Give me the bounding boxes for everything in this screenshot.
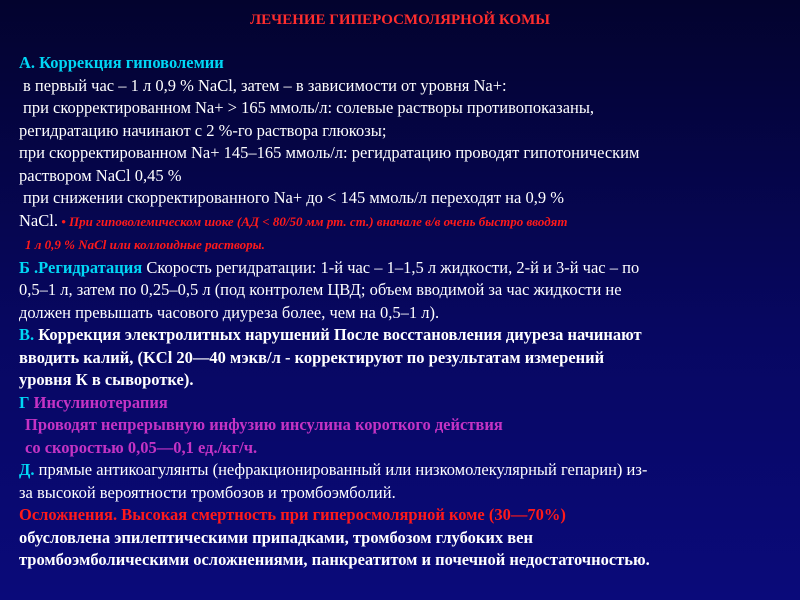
section-b-line-3: должен превышать часового диуреза более, чем на 0,5–1 л).: [19, 302, 440, 322]
section-b-heading: Б .Регидратация: [19, 257, 143, 277]
section-a-shock-note-2: 1 л 0,9 % NaCl или коллоидные растворы.: [25, 237, 265, 252]
section-b-line-1-text: Скорость регидратации: 1-й час – 1–1,5 л жидкости, 2-й и 3-й час – по: [142, 257, 640, 277]
section-v-letter: В.: [19, 325, 35, 344]
slide-content: [19, 52, 789, 572]
slide-title: ЛЕЧЕНИЕ ГИПЕРОСМОЛЯРНОЙ КОМЫ: [250, 12, 550, 28]
complications-line-1: [19, 504, 789, 527]
section-g-letter: Г: [19, 392, 30, 412]
complications-line-2: обусловлена эпилептическими припадками, тромбозом глубоких вен: [19, 527, 533, 547]
section-g-heading-text: Инсулинотерапия: [29, 392, 168, 412]
complications-heading: Осложнения.: [19, 505, 118, 524]
section-d-letter: Д.: [19, 460, 35, 479]
complications-line-3: тромбоэмболическими осложнениями, панкреатитом и почечной недостаточностью.: [19, 550, 650, 569]
section-a-heading-text: А. Коррекция гиповолемии: [19, 53, 224, 72]
section-b-line-2: 0,5–1 л, затем по 0,25–0,5 л (под контролем ЦВД; объем вводимой за час жидкости не: [19, 280, 622, 299]
section-a-line-5: раствором NaCl 0,45 %: [19, 165, 182, 185]
section-b-line-1: [19, 257, 789, 280]
section-a-line-3: регидратацию начинают с 2 %-го раствора глюкозы;: [19, 120, 387, 140]
section-d-line-1-text: прямые антикоагулянты (нефракционированный или низкомолекулярный гепарин) из-: [34, 460, 648, 479]
section-a-line-7: [19, 210, 789, 234]
section-a-line-8: [19, 233, 789, 257]
section-g-line-1: Проводят непрерывную инфузию инсулина короткого действия: [25, 415, 503, 434]
section-d-line-2: за высокой вероятности тромбозов и тромбоэмболий.: [19, 482, 396, 502]
section-a-line-6: при снижении скорректированного Na+ до < 145 ммоль/л переходят на 0,9 %: [23, 188, 564, 207]
section-a-line-7-white: NaCl.: [19, 210, 58, 230]
complications-line-1-text: Высокая смертность при гиперосмолярной коме (30—70%): [117, 505, 566, 524]
section-g-line-2: со скоростью 0,05—0,1 ед./кг/ч.: [25, 437, 258, 457]
section-v-line-1: [19, 324, 789, 347]
section-a-heading: [19, 52, 789, 75]
section-a-shock-note: • При гиповолемическом шоке (АД < 80/50 мм рт. ст.) вначале в/в очень быстро вводят: [57, 213, 568, 229]
section-v-line-2: вводить калий, (KCl 20—40 мэкв/л - корректируют по результатам измерений: [19, 347, 605, 367]
section-a-line-1: в первый час – 1 л 0,9 % NaCl, затем – в зависимости от уровня Na+:: [23, 75, 507, 95]
section-d-line-1: [19, 459, 789, 482]
section-a-line-2: при скорректированном Na+ > 165 ммоль/л: солевые растворы противопоказаны,: [23, 98, 595, 117]
section-a-line-4: при скорректированном Na+ 145–165 ммоль/л: регидратацию проводят гипотоническим: [19, 143, 640, 162]
section-v-line-3: уровня К в сыворотке).: [19, 370, 194, 389]
section-g-heading: [19, 392, 789, 415]
section-v-line-1-text: Коррекция электролитных нарушений После восстановления диуреза начинают: [34, 325, 642, 344]
